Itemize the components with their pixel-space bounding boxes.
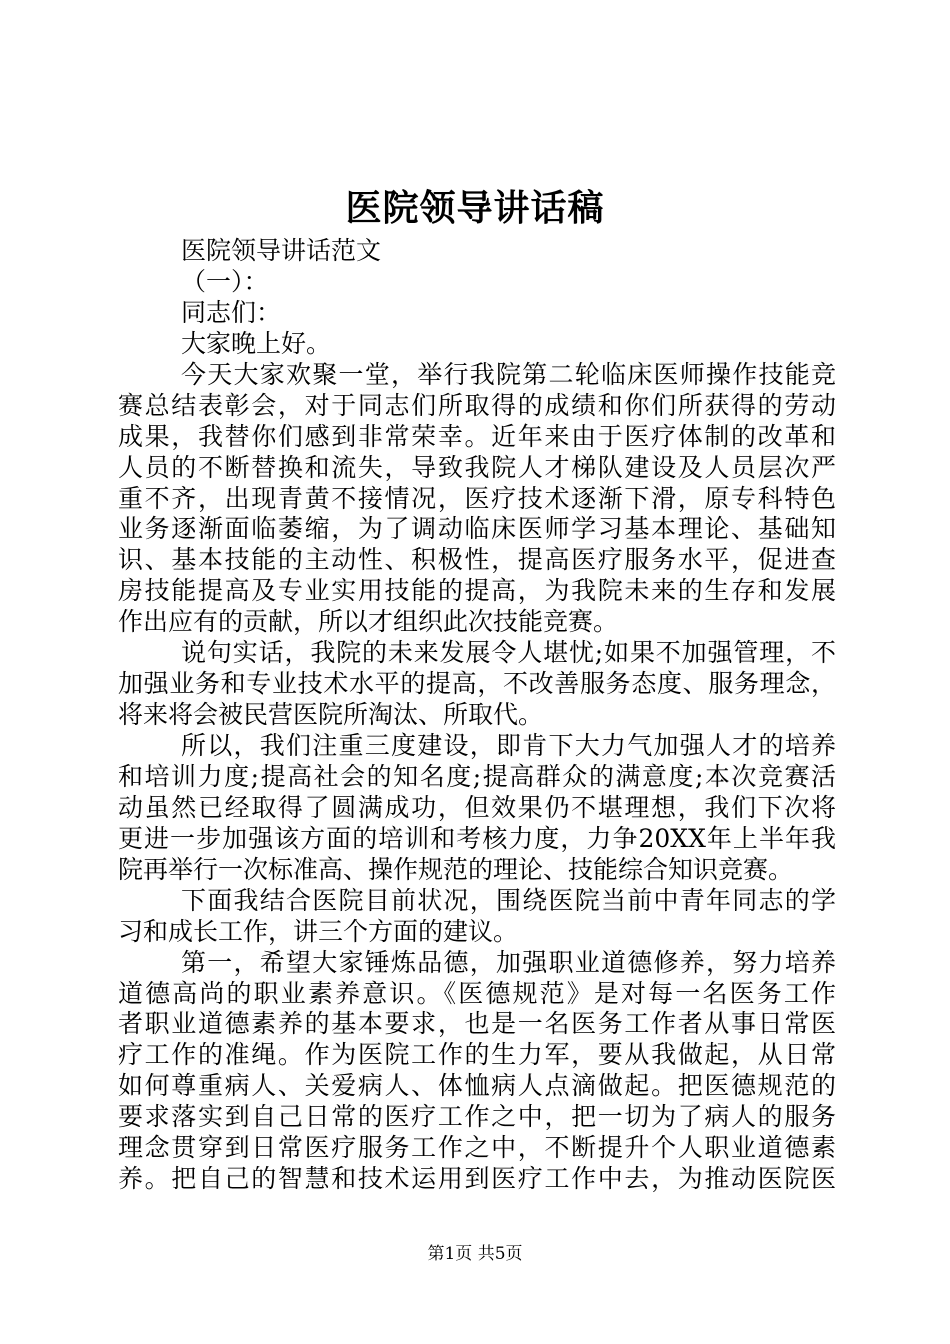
text-line: 和培训力度;提高社会的知名度;提高群众的满意度;本次竞赛活 bbox=[118, 761, 836, 791]
text-line: 作出应有的贡献，所以才组织此次技能竞赛。 bbox=[118, 607, 619, 637]
text-line: 重不齐，出现青黄不接情况，医疗技术逐渐下滑，原专科特色 bbox=[118, 483, 836, 513]
text-line: 同志们： bbox=[181, 297, 282, 327]
document-body bbox=[118, 236, 836, 1195]
text-line: 说句实话，我院的未来发展令人堪忧;如果不加强管理，不 bbox=[181, 638, 836, 668]
text-line: 更进一步加强该方面的培训和考核力度，力争20XX年上半年我 bbox=[118, 823, 836, 853]
text-line: 人员的不断替换和流失，导致我院人才梯队建设及人员层次严 bbox=[118, 452, 836, 482]
text-line: 理念贯穿到日常医疗服务工作之中，不断提升个人职业道德素 bbox=[118, 1133, 836, 1163]
text-line: 业务逐渐面临萎缩，为了调动临床医师学习基本理论、基础知 bbox=[118, 514, 836, 544]
text-line: 赛总结表彰会，对于同志们所取得的成绩和你们所获得的劳动 bbox=[118, 390, 836, 420]
text-line: 动虽然已经取得了圆满成功，但效果仍不堪理想，我们下次将 bbox=[118, 792, 836, 822]
text-line: 疗工作的准绳。作为医院工作的生力军，要从我做起，从日常 bbox=[118, 1040, 836, 1070]
text-line: 将来将会被民营医院所淘汰、所取代。 bbox=[118, 700, 544, 730]
text-line: 成果，我替你们感到非常荣幸。近年来由于医疗体制的改革和 bbox=[118, 421, 836, 451]
text-line: 院再举行一次标准高、操作规范的理论、技能综合知识竞赛。 bbox=[118, 854, 794, 884]
text-line: 识、基本技能的主动性、积极性，提高医疗服务水平，促进查 bbox=[118, 545, 836, 575]
text-line: 医院领导讲话范文 bbox=[181, 236, 382, 265]
text-line: 今天大家欢聚一堂，举行我院第二轮临床医师操作技能竞 bbox=[181, 359, 836, 389]
text-line: 者职业道德素养的基本要求，也是一名医务工作者从事日常医 bbox=[118, 1009, 836, 1039]
text-line: 习和成长工作，讲三个方面的建议。 bbox=[118, 916, 519, 946]
page-footer: 第1页 共5页 bbox=[427, 1244, 523, 1264]
text-line: （一）： bbox=[181, 266, 269, 296]
text-line: 养。把自己的智慧和技术运用到医疗工作中去，为推动医院医 bbox=[118, 1164, 836, 1194]
text-line: 房技能提高及专业实用技能的提高，为我院未来的生存和发展 bbox=[118, 576, 836, 606]
text-line: 要求落实到自己日常的医疗工作之中，把一切为了病人的服务 bbox=[118, 1102, 836, 1132]
text-line: 下面我结合医院目前状况，围绕医院当前中青年同志的学 bbox=[181, 885, 836, 915]
text-line: 道德高尚的职业素养意识。《医德规范》是对每一名医务工作 bbox=[118, 978, 836, 1008]
document-title: 医院领导讲话稿 bbox=[345, 187, 605, 229]
text-line: 所以，我们注重三度建设，即肯下大力气加强人才的培养 bbox=[181, 731, 836, 760]
text-line: 如何尊重病人、关爱病人、体恤病人点滴做起。把医德规范的 bbox=[118, 1071, 836, 1101]
text-line: 第一，希望大家锤炼品德，加强职业道德修养，努力培养 bbox=[181, 947, 836, 977]
text-line: 加强业务和专业技术水平的提高，不改善服务态度、服务理念， bbox=[118, 669, 836, 699]
text-line: 大家晚上好。 bbox=[181, 328, 332, 358]
